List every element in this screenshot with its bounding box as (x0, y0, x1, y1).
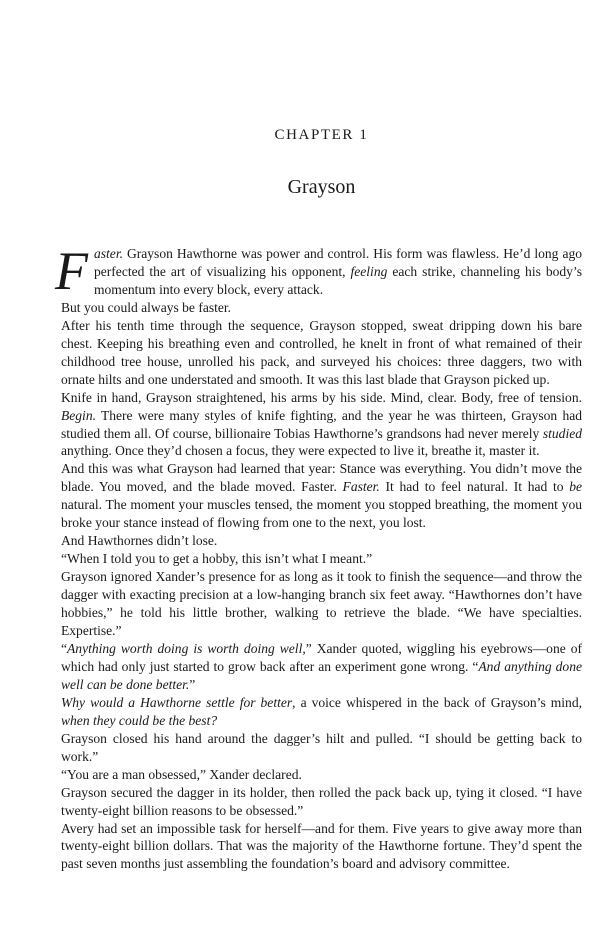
paragraph-9-part-5: ” (189, 676, 196, 692)
paragraph-6-text: And Hawthornes didn’t lose. (61, 533, 218, 549)
chapter-number: CHAPTER 1 (274, 127, 369, 143)
paragraph-11-text: Grayson closed his hand around the dagger’s hilt and pulled. “I should be getting back to work.” (61, 730, 582, 764)
paragraph-10-part-2: , a voice whispered in the back of Grayson’s mind, (292, 694, 582, 710)
paragraph-8-text: Grayson ignored Xander’s presence for as long as it took to finish the sequence—and throw the dagger with exacting precision at a low-hanging branch six feet away. “Hawthornes don’t have hobbies,” he told his little brother, walking to retrieve the blade. “We have specialties. Expertise.” (61, 569, 582, 639)
paragraph-11 (61, 730, 582, 766)
drop-cap: F (55, 241, 88, 301)
paragraph-2 (61, 299, 582, 317)
paragraph-9-part-2: Anything worth doing is worth doing well (67, 640, 303, 656)
paragraph-1-part-4: each strike, channeling his body’s momentum into every block, every attack. (94, 263, 582, 297)
paragraph-10 (61, 694, 582, 730)
paragraph-8 (61, 568, 582, 640)
paragraph-1-part-3: feeling (350, 263, 388, 279)
paragraph-4-part-5: anything. Once they’d chosen a focus, they were expected to live it, breathe it, master it. (61, 443, 540, 459)
paragraph-5 (61, 460, 582, 532)
paragraph-5-part-4: be (569, 479, 582, 495)
paragraph-4-part-3: There were many styles of knife fighting, and the year he was thirteen, Grayson had studied them all. Of course, billionaire Tobias Hawthorne’s grandsons had never merely (61, 407, 582, 441)
chapter-title: Grayson (287, 176, 356, 198)
paragraph-9-part-1: “ (61, 640, 68, 656)
paragraph-1-part-2: Grayson Hawthorne was power and control. His form was flawless. He’d long ago perfected the art of visualizing his opponent, (94, 246, 582, 279)
paragraph-5-part-1: And this was what Grayson had learned that year: Stance was everything. You didn’t move the blade. You moved, and the blade moved. Faster. (61, 461, 582, 495)
paragraph-7 (61, 550, 582, 568)
paragraph-4 (61, 389, 582, 461)
paragraph-10-part-1: Why would a Hawthorne settle for better (61, 694, 293, 710)
paragraph-4-part-2: Begin. (61, 407, 96, 423)
paragraph-6 (61, 532, 582, 550)
paragraph-4-part-1: Knife in hand, Grayson straightened, his arms by his side. Mind, clear. Body, free of tension. (61, 389, 582, 405)
paragraph-3 (61, 317, 582, 389)
paragraph-13-text: Grayson secured the dagger in its holder, then rolled the pack back up, tying it closed. “I have twenty-eight billion reasons to be obsessed.” (61, 784, 582, 818)
paragraph-9 (61, 640, 582, 694)
paragraph-9-part-4: And anything done well can be done better. (61, 658, 582, 692)
chapter-body (55, 241, 582, 873)
paragraph-1-part-1: aster. (94, 246, 123, 261)
paragraph-10-part-3: when they could be the best? (61, 712, 218, 728)
paragraph-14 (61, 820, 582, 874)
paragraph-12 (61, 766, 582, 784)
paragraph-13 (61, 784, 582, 820)
paragraph-4-part-4: studied (542, 425, 582, 441)
paragraph-12-text: “You are a man obsessed,” Xander declared. (61, 766, 302, 782)
paragraph-5-part-5: natural. The moment your muscles tensed, the moment you stopped breathing, the moment you broke your stance instead of flowing from one to the next, you lost. (61, 497, 582, 531)
paragraph-5-part-3: It had to feel natural. It had to (379, 479, 570, 495)
paragraph-3-text: After his tenth time through the sequence, Grayson stopped, sweat dripping down his bare chest. Keeping his breathing even and controlled, he knelt in front of what remained of their childhood tree house, unrolled his pack, and surveyed his choices: three daggers, two with ornate hilts and one understated and smooth. It was this last blade that Grayson picked up. (61, 317, 582, 387)
paragraph-7-text: “When I told you to get a hobby, this isn’t what I meant.” (61, 551, 373, 567)
paragraph-1 (55, 241, 582, 301)
paragraph-14-text: Avery had set an impossible task for herself—and for them. Five years to give away more than twenty-eight billion dollars. That was the majority of the Hawthorne fortune. They’d spent the past seven months just assembling the foundation’s board and advisory committee. (61, 820, 582, 872)
paragraph-5-part-2: Faster. (342, 479, 380, 495)
paragraph-9-part-3: ,” Xander quoted, wiggling his eyebrows—one of which had only just started to grow back after an experiment gone wrong. “ (61, 640, 582, 674)
paragraph-2-text: But you could always be faster. (61, 299, 232, 315)
